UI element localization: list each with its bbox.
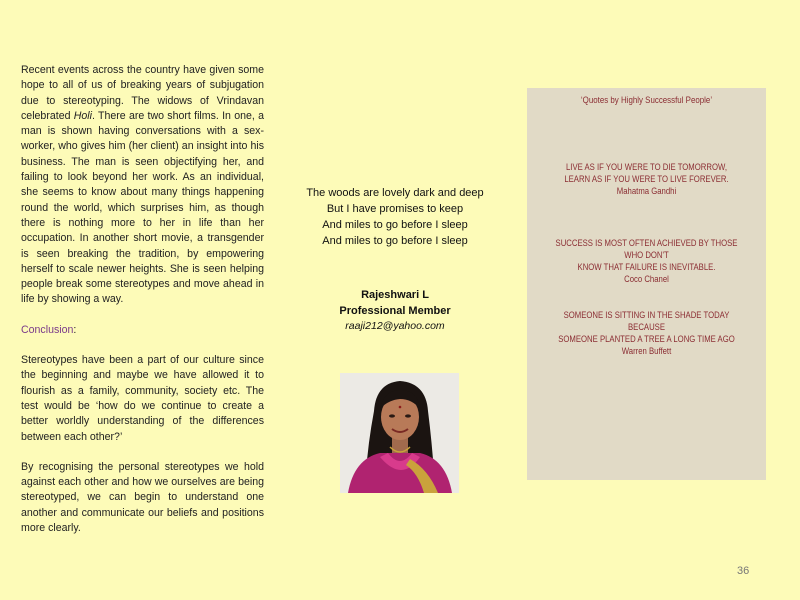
quote-attribution: Coco Chanel [624, 274, 669, 284]
page-number: 36 [737, 565, 750, 577]
author-photo [340, 373, 459, 493]
poem [280, 185, 510, 249]
quote-line: SUCCESS IS MOST OFTEN ACHIEVED BY THOSE WHO DON'T [555, 238, 738, 260]
holi-italic: Holi [73, 109, 92, 122]
quote-item [549, 309, 744, 357]
quote-item [549, 237, 744, 285]
quotes-title: ‘Quotes by Highly Successful People’ [580, 95, 713, 105]
quote-item [549, 161, 744, 197]
conclusion-heading: Conclusion: [21, 323, 77, 336]
poem-line: The woods are lovely dark and deep [306, 187, 484, 199]
quote-attribution: Mahatma Gandhi [616, 186, 677, 196]
author-name: Rajeshwari L [361, 289, 429, 301]
quote-line: SOMEONE IS SITTING IN THE SHADE TODAY BECAUSE [563, 310, 730, 332]
poem-line: And miles to go before I sleep [322, 219, 468, 231]
quote-attribution: Warren Buffett [621, 346, 672, 356]
poem-and-author [280, 185, 510, 334]
paragraph-3: By recognising the personal stereotypes we hold against each other and how we ourselves are being stereotyped, we can begin to understand one another and communicate our beliefs and positions more clearly. [21, 460, 264, 535]
paragraph-1: Recent events across the country have given some hope to all of us of breaking years of subjugation due to stereotyping. The widows of Vrindavan celebrated Holi. There are two short films. In one, a man is shown having conversations with a sex-worker, who gives him (her client) an insight into his business. The man is seen objectifying her, and failing to look beyond her work. As an individual, she seems to know about many things happening round the world, which surprises him, as though there is nothing more to her in life than her occupation. In another short movie, a transgender is seen breaking the tradition, by empowering herself to scale newer heights. She is seen helping people break some stereotypes and move ahead in life by showing a way. [21, 64, 264, 306]
portrait-image [340, 373, 459, 493]
poem-line: But I have promises to keep [326, 203, 464, 215]
article-body [21, 63, 264, 536]
author-role: Professional Member [339, 305, 451, 317]
quote-line: SOMEONE PLANTED A TREE A LONG TIME AGO [558, 334, 735, 344]
paragraph-2: Stereotypes have been a part of our culture since the beginning and maybe we have allowed it to flourish as a family, community, society etc. The test would be ‘how do we continue to create a better worldly understanding of the differences between each other?’ [21, 354, 264, 443]
author-block [280, 287, 510, 334]
quote-line: LIVE AS IF YOU WERE TO DIE TOMORROW, [565, 162, 728, 172]
author-email: raaji212@yahoo.com [345, 320, 445, 332]
quote-line: LEARN AS IF YOU WERE TO LIVE FOREVER. [564, 174, 729, 184]
quotes-panel [527, 88, 766, 480]
quote-line: KNOW THAT FAILURE IS INEVITABLE. [577, 262, 716, 272]
poem-line: And miles to go before I sleep [322, 235, 468, 247]
